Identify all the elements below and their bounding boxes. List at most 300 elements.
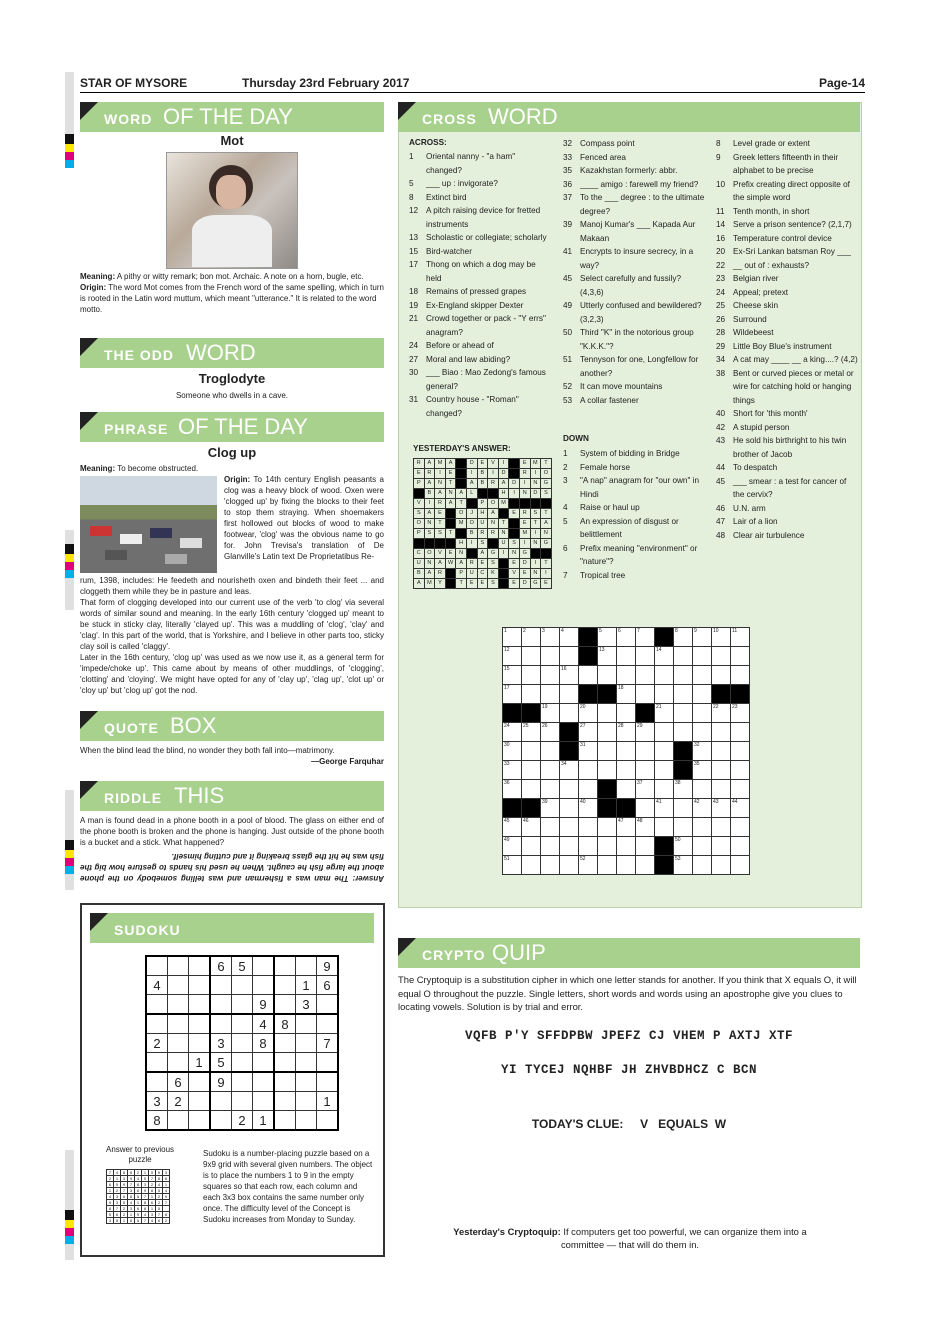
crossword-cell[interactable] <box>712 704 731 723</box>
prev-sudoku-cell: 7 <box>149 1176 156 1182</box>
answer-cell: A <box>477 549 488 559</box>
crossword-cell[interactable] <box>560 780 579 799</box>
crossword-cell[interactable] <box>541 723 560 742</box>
clue-number: 39 <box>563 220 573 229</box>
banner-title-a: QUOTE <box>104 720 159 736</box>
origin-text: To 14th century English peasants a clog was a heavy block of wood. Oxen were 'clogged up' by fixing the blocks to their feet to stop them straying. When shoemakers first hollowed out blocks of wood to make footwear, 'clog' was the obvious name to go for. John Trevisa's translation of De Glanville's Latin text De Proprietatibus Re- <box>224 475 384 561</box>
prev-sudoku-cell: 9 <box>128 1176 135 1182</box>
sudoku-cell: 5 <box>210 1053 232 1073</box>
crossword-cell[interactable] <box>674 780 693 799</box>
answer-cell: N <box>530 539 541 549</box>
clue-text: Crowd together or pack - "Y errs" anagram? <box>426 314 546 337</box>
answer-cell: A <box>424 569 435 579</box>
cell-number: 52 <box>580 856 586 862</box>
prev-sudoku-cell: 5 <box>156 1188 163 1194</box>
crossword-cell[interactable] <box>712 761 731 780</box>
crossword-cell[interactable] <box>617 742 636 761</box>
crossword-cell[interactable] <box>503 628 522 647</box>
sudoku-cell: 2 <box>232 1111 253 1131</box>
answer-cell <box>424 539 435 549</box>
crossword-cell[interactable] <box>712 628 731 647</box>
crossword-cell[interactable] <box>693 780 712 799</box>
crossword-cell[interactable] <box>541 685 560 704</box>
answer-cell: U <box>414 559 425 569</box>
answer-cell: S <box>414 509 425 519</box>
crossword-cell[interactable] <box>522 685 541 704</box>
answer-cell <box>498 559 509 569</box>
down-col-2 <box>716 137 858 542</box>
crossword-cell[interactable] <box>617 685 636 704</box>
sudoku-cell: 2 <box>168 1092 189 1111</box>
clue-number: 16 <box>716 233 726 243</box>
answer-cell: S <box>488 579 499 589</box>
crossword-cell[interactable] <box>617 628 636 647</box>
clue-number: 36 <box>563 179 573 189</box>
clue-text: Greek letters fifteenth in their alphabet to be precise <box>733 152 839 175</box>
cell-number: 27 <box>580 723 586 729</box>
crossword-block <box>655 837 674 856</box>
crossword-cell[interactable] <box>731 723 750 742</box>
answer-cell: A <box>498 479 509 489</box>
answer-cell <box>456 469 467 479</box>
crossword-cell[interactable] <box>503 647 522 666</box>
clue-number: 35 <box>563 166 573 175</box>
clue <box>409 245 549 259</box>
clue-text: Thong on which a dog may be held <box>426 260 536 283</box>
crossword-cell[interactable] <box>617 647 636 666</box>
crossword-cell[interactable] <box>579 666 598 685</box>
clue-number: 1 <box>409 152 414 161</box>
answer-cell: E <box>435 509 446 519</box>
crossword-cell[interactable] <box>541 837 560 856</box>
crossword-cell[interactable] <box>560 666 579 685</box>
crossword-cell[interactable] <box>731 666 750 685</box>
clue <box>716 475 858 502</box>
answer-cell: I <box>498 549 509 559</box>
clue-number: 40 <box>716 409 726 418</box>
crossword-cell[interactable] <box>731 761 750 780</box>
crossword-cell[interactable] <box>617 666 636 685</box>
cell-number: 30 <box>504 742 510 748</box>
cell-number: 9 <box>694 628 697 634</box>
crossword-cell[interactable] <box>579 761 598 780</box>
crossword-cell[interactable] <box>560 704 579 723</box>
crossword-cell[interactable] <box>712 856 731 875</box>
clue <box>563 178 705 192</box>
sudoku-cell <box>146 956 168 976</box>
clue <box>716 218 858 232</box>
crossword-cell[interactable] <box>655 647 674 666</box>
prev-sudoku-cell: 1 <box>135 1200 142 1206</box>
quote-text: When the blind lead the blind, no wonder they both fall into—matrimony. <box>80 746 335 755</box>
cell-number: 19 <box>542 704 548 710</box>
crossword-cell[interactable] <box>617 761 636 780</box>
crossword-cell[interactable] <box>617 856 636 875</box>
clue <box>563 353 705 380</box>
answer-cell: S <box>541 489 552 499</box>
crossword-cell[interactable] <box>522 780 541 799</box>
crossword-cell[interactable] <box>541 818 560 837</box>
crossword-cell[interactable] <box>674 647 693 666</box>
crossword-cell[interactable] <box>674 799 693 818</box>
prev-sudoku-cell: 6 <box>135 1206 142 1212</box>
answer-cell: T <box>456 499 467 509</box>
crossword-cell[interactable] <box>541 742 560 761</box>
clue-number: 42 <box>716 422 726 432</box>
crossword-cell[interactable] <box>522 666 541 685</box>
clue <box>716 515 858 529</box>
crossword-cell[interactable] <box>731 647 750 666</box>
prev-sudoku-cell: 9 <box>121 1182 128 1188</box>
crossword-cell[interactable] <box>636 856 655 875</box>
sudoku-cell <box>232 1092 253 1111</box>
crossword-cell[interactable] <box>731 704 750 723</box>
banner-title-b: WORD <box>488 104 558 129</box>
crossword-cell[interactable] <box>598 761 617 780</box>
crossword-cell[interactable] <box>560 818 579 837</box>
crossword-cell[interactable] <box>731 837 750 856</box>
crossword-block <box>598 780 617 799</box>
clue <box>716 299 858 313</box>
clue-text: System of bidding in Bridge <box>580 449 680 458</box>
crossword-cell[interactable] <box>655 685 674 704</box>
crossword-cell[interactable] <box>712 780 731 799</box>
crossword-cell[interactable] <box>636 685 655 704</box>
sudoku-cell: 1 <box>189 1053 211 1073</box>
crossword-cell[interactable] <box>541 799 560 818</box>
sudoku-cell <box>168 995 189 1015</box>
crossword-cell[interactable] <box>541 666 560 685</box>
sudoku-cell <box>210 995 232 1015</box>
crossword-cell[interactable] <box>731 856 750 875</box>
prev-sudoku-cell: 8 <box>163 1212 170 1218</box>
crossword-cell[interactable] <box>731 818 750 837</box>
crossword-cell[interactable] <box>674 818 693 837</box>
crossword-cell[interactable] <box>522 647 541 666</box>
color-bar-bottom <box>65 1150 74 1260</box>
crossword-cell[interactable] <box>560 647 579 666</box>
clue <box>716 245 858 259</box>
paper-name: STAR OF MYSORE <box>80 76 188 90</box>
answer-cell: I <box>530 469 541 479</box>
crossword-cell[interactable] <box>522 723 541 742</box>
crossword-cell[interactable] <box>674 837 693 856</box>
answer-cell: O <box>488 499 499 509</box>
sudoku-prev-label: Answer to previous puzzle <box>105 1145 175 1164</box>
sudoku-cell <box>274 976 296 995</box>
cell-number: 36 <box>504 780 510 786</box>
clue-text: Little Boy Blue's instrument <box>733 341 832 351</box>
cell-number: 29 <box>637 723 643 729</box>
crossword-cell[interactable] <box>503 856 522 875</box>
clue <box>409 191 549 205</box>
clue-number: 34 <box>716 355 726 364</box>
crossword-cell[interactable] <box>693 647 712 666</box>
answer-cell: V <box>509 569 520 579</box>
clue-text: ___ Biao : Mao Zedong's famous general? <box>426 368 546 391</box>
sudoku-cell <box>168 1111 189 1131</box>
answer-cell: N <box>488 519 499 529</box>
prev-sudoku-cell: 1 <box>142 1170 149 1176</box>
answer-cell: I <box>519 539 530 549</box>
crossword-cell[interactable] <box>693 799 712 818</box>
clue-number: 21 <box>409 314 419 323</box>
banner-title-a: CROSS <box>422 111 477 127</box>
answer-cell: T <box>498 519 509 529</box>
crossword-cell[interactable] <box>598 704 617 723</box>
crossword-cell[interactable] <box>693 761 712 780</box>
answer-cell <box>509 469 520 479</box>
sudoku-cell: 1 <box>296 976 317 995</box>
sudoku-cell <box>274 995 296 1015</box>
crossword-cell[interactable] <box>674 628 693 647</box>
crossword-cell[interactable] <box>636 837 655 856</box>
crossword-cell[interactable] <box>655 742 674 761</box>
prev-sudoku-cell: 1 <box>163 1182 170 1188</box>
crossword-cell[interactable] <box>693 837 712 856</box>
crossword-cell[interactable] <box>636 628 655 647</box>
crossword-cell[interactable] <box>503 837 522 856</box>
answer-cell <box>414 539 425 549</box>
crossword-cell[interactable] <box>693 818 712 837</box>
crossword-cell[interactable] <box>693 628 712 647</box>
crossword-cell[interactable] <box>674 723 693 742</box>
crossword-cell[interactable] <box>522 818 541 837</box>
crossword-cell[interactable] <box>636 666 655 685</box>
word-of-day-word: Mot <box>220 133 244 148</box>
meaning-text: A pithy or witty remark; bon mot. Archaic. A note on a horn, bugle, etc. <box>115 272 364 281</box>
clue-text: A pitch raising device for fretted instruments <box>426 206 541 229</box>
crossword-cell[interactable] <box>731 780 750 799</box>
cell-number: 6 <box>618 628 621 634</box>
crossword-cell[interactable] <box>636 780 655 799</box>
sudoku-cell <box>296 1053 317 1073</box>
clue-number: 52 <box>563 382 573 391</box>
crossword-cell[interactable] <box>503 742 522 761</box>
crossword-cell[interactable] <box>636 742 655 761</box>
crossword-cell[interactable] <box>617 837 636 856</box>
crossword-cell[interactable] <box>655 799 674 818</box>
clue-text: A collar fastener <box>580 395 639 405</box>
crossword-cell[interactable] <box>693 704 712 723</box>
crossword-cell[interactable] <box>503 818 522 837</box>
crossword-cell[interactable] <box>503 723 522 742</box>
sudoku-cell <box>146 1014 168 1034</box>
crossword-cell[interactable] <box>712 666 731 685</box>
crossword-cell[interactable] <box>636 647 655 666</box>
sudoku-cell <box>274 1034 296 1053</box>
answer-cell: A <box>541 519 552 529</box>
crossword-cell[interactable] <box>655 666 674 685</box>
cell-number: 46 <box>523 818 529 824</box>
clue-number: 4 <box>563 503 568 512</box>
crossword-cell[interactable] <box>598 856 617 875</box>
crossword-cell[interactable] <box>579 780 598 799</box>
crossword-cell[interactable] <box>541 628 560 647</box>
crossword-cell[interactable] <box>560 856 579 875</box>
crossword-cell[interactable] <box>560 628 579 647</box>
answer-cell: K <box>488 569 499 579</box>
crossword-cell[interactable] <box>712 837 731 856</box>
crossword-cell[interactable] <box>636 723 655 742</box>
crossword-cell[interactable] <box>636 761 655 780</box>
crossword-cell[interactable] <box>579 704 598 723</box>
crossword-cell[interactable] <box>693 742 712 761</box>
clue-number: 13 <box>409 233 419 242</box>
answer-cell: I <box>498 459 509 469</box>
crossword-cell[interactable] <box>636 799 655 818</box>
crossword-cell[interactable] <box>560 837 579 856</box>
clue <box>716 353 858 367</box>
prev-sudoku-cell: 3 <box>163 1170 170 1176</box>
crossword-cell[interactable] <box>617 780 636 799</box>
clue-number: 25 <box>716 301 726 310</box>
clue-number: 45 <box>716 476 726 486</box>
clue-number: 8 <box>409 192 414 202</box>
answer-cell: R <box>488 479 499 489</box>
sudoku-cell: 9 <box>317 956 339 976</box>
sudoku-cell <box>168 1034 189 1053</box>
crossword-cell[interactable] <box>693 685 712 704</box>
crossword-cell[interactable] <box>522 742 541 761</box>
cell-number: 17 <box>504 685 510 691</box>
clue-text: Remains of pressed grapes <box>426 287 527 296</box>
crossword-cell[interactable] <box>712 799 731 818</box>
crossword-cell[interactable] <box>560 799 579 818</box>
crossword-cell[interactable] <box>541 647 560 666</box>
prev-sudoku-cell: 5 <box>156 1206 163 1212</box>
crossword-cell[interactable] <box>598 837 617 856</box>
clue <box>563 245 705 272</box>
crossword-cell[interactable] <box>712 818 731 837</box>
crossword-cell[interactable] <box>598 723 617 742</box>
crossword-cell[interactable] <box>655 704 674 723</box>
sudoku-about: Sudoku is a number-placing puzzle based on a 9x9 grid with several given numbers. The object is to place the numbers 1 to 9 in the empty squares so that each row, each column and each 3x3 box contains the same number only once. The difficulty level of the Concept is Sudoku increases from Monday to Sunday. <box>203 1149 373 1224</box>
crossword-cell[interactable] <box>674 685 693 704</box>
prev-sudoku-cell: 4 <box>128 1200 135 1206</box>
crossword-cell[interactable] <box>541 704 560 723</box>
cell-number: 51 <box>504 856 510 862</box>
crossword-cell[interactable] <box>731 799 750 818</box>
crossword-cell[interactable] <box>522 856 541 875</box>
crossword-cell[interactable] <box>655 780 674 799</box>
answer-cell: N <box>424 559 435 569</box>
clue-number: 18 <box>409 287 419 296</box>
crossword-cell[interactable] <box>522 761 541 780</box>
crossword-cell[interactable] <box>541 856 560 875</box>
crossword-cell[interactable] <box>693 723 712 742</box>
crossword-cell[interactable] <box>674 856 693 875</box>
clue <box>563 151 705 165</box>
sudoku-cell: 6 <box>168 1072 189 1092</box>
clue-text: Surround <box>733 314 767 324</box>
crossword-cell[interactable] <box>636 818 655 837</box>
cryptoquip-yesterday <box>440 1225 820 1251</box>
crossword-cell[interactable] <box>617 704 636 723</box>
answer-cell: T <box>541 459 552 469</box>
crossword-cell[interactable] <box>693 666 712 685</box>
crossword-cell[interactable] <box>503 685 522 704</box>
crossword-cell[interactable] <box>579 742 598 761</box>
crossword-cell[interactable] <box>674 666 693 685</box>
crossword-cell[interactable] <box>598 818 617 837</box>
crossword-cell[interactable] <box>579 723 598 742</box>
crossword-cell[interactable] <box>598 666 617 685</box>
crossword-cell[interactable] <box>598 742 617 761</box>
crossword-cell[interactable] <box>560 685 579 704</box>
riddle-text: A man is found dead in a phone booth in a pool of blood. The glass on either end of the phone booth is broken and the phone is hanging. Just outside of the phone booth is a bucket and a stick. What happened? <box>80 816 384 847</box>
sudoku-cell <box>253 956 275 976</box>
crossword-cell[interactable] <box>712 742 731 761</box>
sudoku-cell: 5 <box>232 956 253 976</box>
answer-cell: A <box>456 489 467 499</box>
cell-number: 38 <box>675 780 681 786</box>
crossword-cell[interactable] <box>522 837 541 856</box>
crossword-cell[interactable] <box>693 856 712 875</box>
color-bar-top <box>65 72 74 180</box>
clue-text: Bent or curved pieces or metal or wire for catching hold or hanging things <box>733 368 854 405</box>
origin-rest: rum, 1398, includes: He feedeth and nourisheth oxen and bindeth their feet ... and cloggeth them while they be in pasture and leas. <box>80 576 384 596</box>
crossword-cell[interactable] <box>579 837 598 856</box>
crossword-cell[interactable] <box>522 628 541 647</box>
crossword-cell[interactable] <box>731 742 750 761</box>
clue-number: 32 <box>563 139 573 148</box>
crossword-cell[interactable] <box>617 818 636 837</box>
answer-cell <box>498 509 509 519</box>
crossword-cell[interactable] <box>503 780 522 799</box>
answer-cell: A <box>435 559 446 569</box>
answer-cell <box>509 529 520 539</box>
crossword-cell[interactable] <box>579 818 598 837</box>
crossword-cell[interactable] <box>731 628 750 647</box>
crossword-cell[interactable] <box>674 704 693 723</box>
crossword-cell[interactable] <box>655 723 674 742</box>
crossword-cell[interactable] <box>655 818 674 837</box>
crossword-cell[interactable] <box>541 780 560 799</box>
answer-cell: E <box>445 549 456 559</box>
crossword-cell[interactable] <box>617 723 636 742</box>
crossword-cell[interactable] <box>598 628 617 647</box>
crossword-cell[interactable] <box>503 761 522 780</box>
sudoku-cell: 8 <box>146 1111 168 1131</box>
crossword-cell[interactable] <box>541 761 560 780</box>
crossword-cell[interactable] <box>579 856 598 875</box>
crossword-cell[interactable] <box>560 761 579 780</box>
sudoku-cell <box>232 1014 253 1034</box>
crossword-cell[interactable] <box>503 666 522 685</box>
clue-number: 5 <box>409 179 414 188</box>
sudoku-cell: 6 <box>210 956 232 976</box>
prev-sudoku-cell: 9 <box>142 1188 149 1194</box>
answer-cell <box>466 499 477 509</box>
cell-number: 37 <box>637 780 643 786</box>
clue <box>716 340 858 354</box>
odd-word: Troglodyte <box>198 371 266 386</box>
clue <box>716 259 858 273</box>
answer-cell: D <box>519 579 530 589</box>
answer-cell: T <box>530 519 541 529</box>
crossword-cell[interactable] <box>598 647 617 666</box>
answer-cell: O <box>424 549 435 559</box>
crossword-cell[interactable] <box>712 647 731 666</box>
crossword-cell[interactable] <box>712 723 731 742</box>
crossword-cell[interactable] <box>579 799 598 818</box>
answer-cell <box>445 579 456 589</box>
prev-sudoku-cell: 3 <box>107 1218 114 1224</box>
crossword-cell[interactable] <box>655 761 674 780</box>
answer-cell: N <box>456 549 467 559</box>
prev-sudoku-cell: 9 <box>163 1194 170 1200</box>
